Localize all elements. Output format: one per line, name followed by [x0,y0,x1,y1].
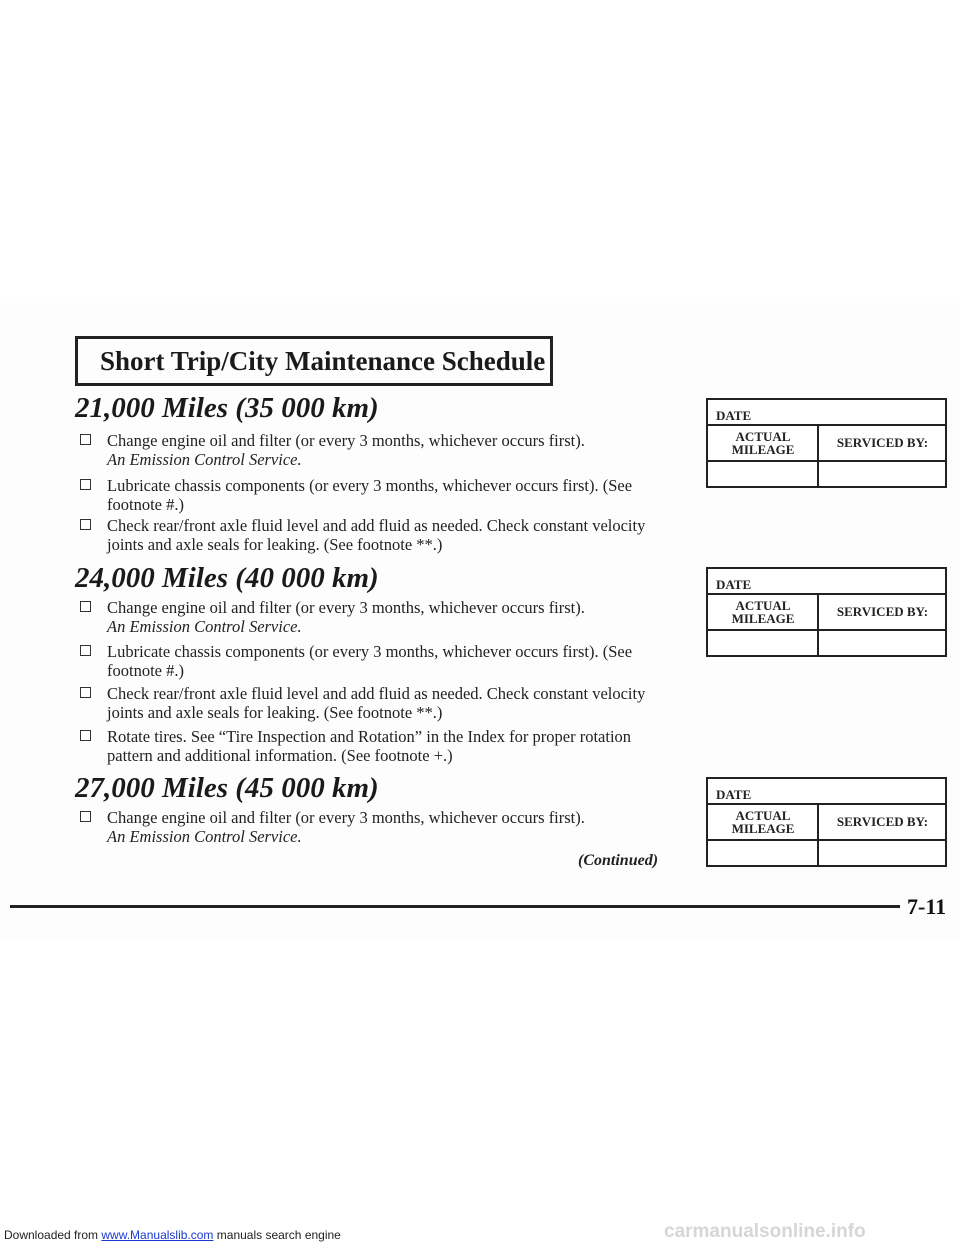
actual-mileage-label: ACTUAL MILEAGE [731,808,795,836]
footer-prefix: Downloaded from [4,1228,102,1242]
checkbox-icon[interactable] [80,730,91,741]
checklist-item [80,516,670,556]
item-text: Check rear/front axle fluid level and add fluid as needed. Check constant velocity joints and axle seals for leaking. (See footnote **.) [107,516,646,554]
actual-mileage-label: ACTUAL MILEAGE [731,429,795,457]
service-log-box [706,777,947,867]
continued-note: (Continued) [578,852,659,869]
page-number: 7-11 [907,894,947,919]
manualslib-link[interactable]: www.Manualslib.com [101,1228,214,1242]
page-title-text: Short Trip/City Maintenance Schedule [100,345,546,376]
date-label: DATE [716,408,752,423]
checklist-item [80,476,670,516]
checklist-item [80,684,670,724]
checklist-item [80,642,670,682]
serviced-by-label: SERVICED BY: [836,604,929,619]
item-text: Change engine oil and filter (or every 3 months, whichever occurs first). [107,598,585,617]
serviced-by-label: SERVICED BY: [836,814,929,829]
item-text: Change engine oil and filter (or every 3 months, whichever occurs first). [107,431,585,450]
actual-mileage-label: ACTUAL MILEAGE [731,598,795,626]
footer-suffix: manuals search engine [213,1228,341,1242]
column-divider [817,424,819,486]
emission-note: An Emission Control Service. [107,617,302,636]
page-title [75,336,553,386]
date-label: DATE [716,577,752,592]
item-text: Rotate tires. See “Tire Inspection and Rotation” in the Index for proper rotation pattern and additional information. (See footnote +.) [107,727,632,765]
date-label: DATE [716,787,752,802]
column-divider [817,803,819,865]
checkbox-icon[interactable] [80,811,91,822]
watermark: carmanualsonline.info [664,1221,866,1242]
checklist-item [80,808,670,848]
item-text: Check rear/front axle fluid level and add fluid as needed. Check constant velocity joints and axle seals for leaking. (See footnote **.) [107,684,646,722]
section-heading-21000: 21,000 Miles (35 000 km) [75,392,379,424]
serviced-by-label: SERVICED BY: [836,435,929,450]
checkbox-icon[interactable] [80,687,91,698]
item-text: Change engine oil and filter (or every 3 months, whichever occurs first). [107,808,585,827]
emission-note: An Emission Control Service. [107,827,302,846]
checkbox-icon[interactable] [80,479,91,490]
checkbox-icon[interactable] [80,601,91,612]
footer-rule [10,905,900,908]
checkbox-icon[interactable] [80,645,91,656]
checklist-item [80,598,670,638]
item-text: Lubricate chassis components (or every 3 months, whichever occurs first). (See footnote #.) [107,476,633,514]
section-heading-24000: 24,000 Miles (40 000 km) [75,562,379,594]
checkbox-icon[interactable] [80,519,91,530]
item-text: Lubricate chassis components (or every 3 months, whichever occurs first). (See footnote #.) [107,642,633,680]
checkbox-icon[interactable] [80,434,91,445]
column-divider [817,593,819,655]
download-footer [4,1228,341,1242]
section-heading-27000: 27,000 Miles (45 000 km) [75,772,379,804]
service-log-box [706,398,947,488]
service-log-box [706,567,947,657]
checklist-item [80,727,670,767]
checklist-item [80,431,670,471]
emission-note: An Emission Control Service. [107,450,302,469]
